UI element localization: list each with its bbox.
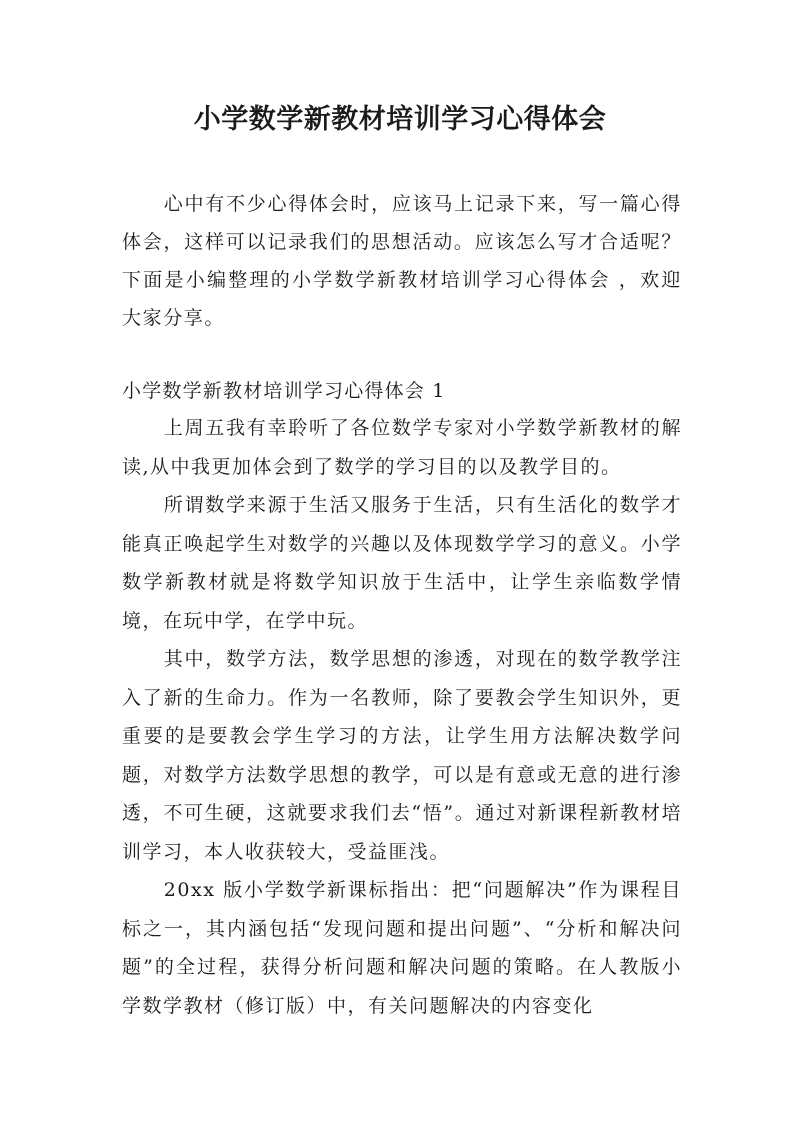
section-heading: 小学数学新教材培训学习心得体会 1 — [122, 380, 446, 402]
intro-paragraph: 心中有不少心得体会时，应该马上记录下来，写一篇心得体会，这样可以记录我们的思想活动。应该怎么写才合适呢？下面是小编整理的小学数学新教材培训学习心得体会 ，欢迎大家分享。 — [122, 193, 682, 329]
body-paragraph: 所谓数学来源于生活又服务于生活，只有生活化的数学才能真正唤起学生对数学的兴趣以及体现数学学习的意义。小学数学新教材就是将数学知识放于生活中，让学生亲临数学情境，在玩中学，在学中玩。 — [122, 494, 682, 632]
body-paragraph: 上周五我有幸聆听了各位数学专家对小学数学新教材的解读,从中我更加体会到了数学的学习目的以及教学目的。 — [122, 417, 682, 478]
body-paragraph: 20xx 版小学数学新课标指出：把“问题解决”作为课程目标之一，其内涵包括“发现问题和提出问题”、“分析和解决问题”的全过程，获得分析问题和解决问题的策略。在人教版小学数学教材（修订版）中，有关问题解决的内容变化 — [122, 879, 682, 1017]
document-title: 小学数学新教材培训学习心得体会 — [193, 104, 607, 135]
body-paragraph: 其中，数学方法，数学思想的渗透，对现在的数学教学注入了新的生命力。作为一名教师，除了要教会学生知识外，更重要的是要教会学生学习的方法，让学生用方法解决数学问题，对数学方法数学思想的教学，可以是有意或无意的进行渗透，不可生硬，这就要求我们去“悟”。通过对新课程新教材培训学习，本人收获较大，受益匪浅。 — [122, 648, 682, 863]
document-body — [122, 409, 682, 1025]
